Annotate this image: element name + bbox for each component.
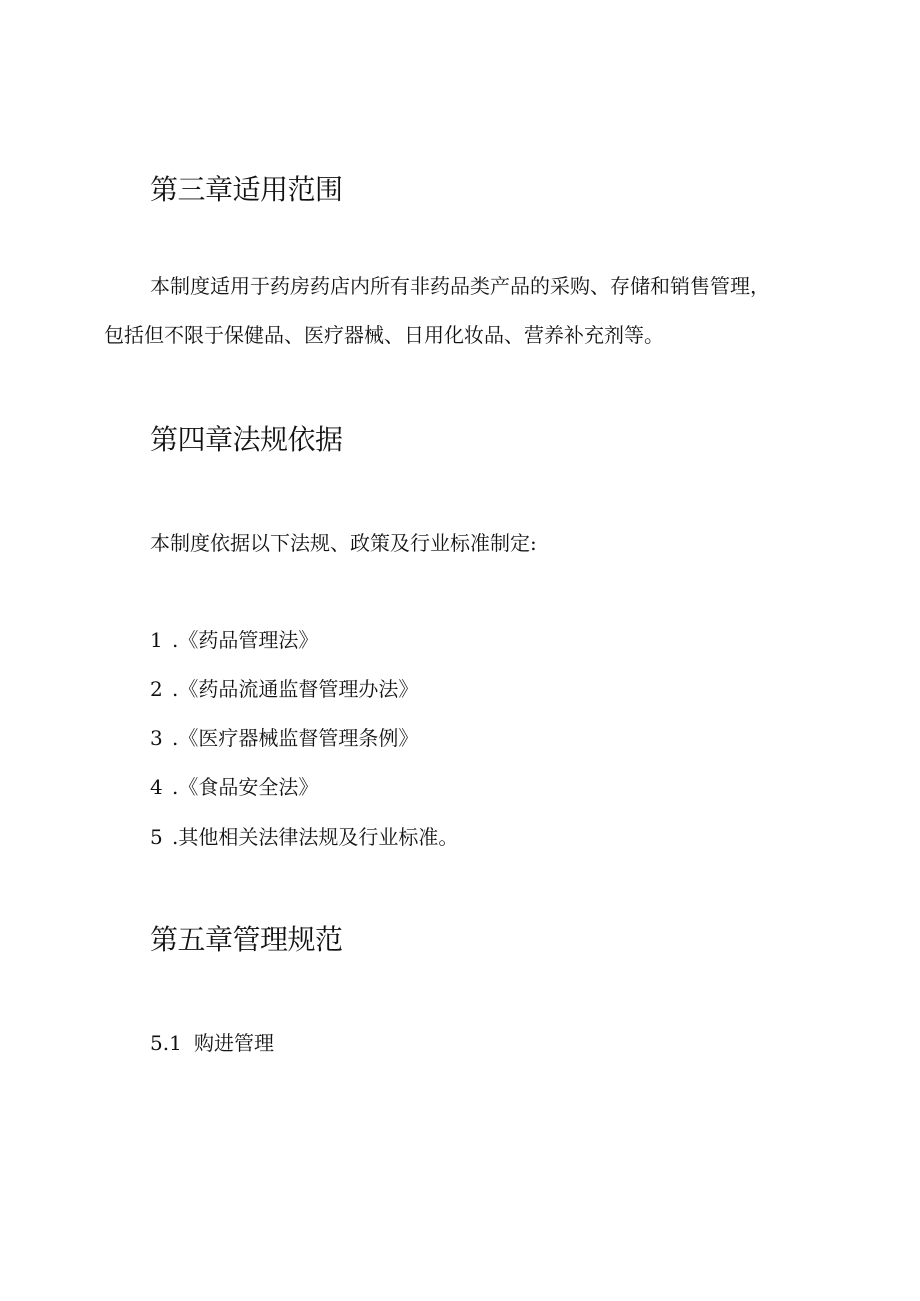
list-item xyxy=(150,771,318,800)
list-item xyxy=(150,624,318,653)
list-item xyxy=(150,821,458,850)
list-item-number: 4 xyxy=(150,775,163,799)
chapter-3-paragraph-line-1: 本制度适用于药房药店内所有非药品类产品的采购、存储和销售管理， xyxy=(150,274,770,298)
chapter-4-intro: 本制度依据以下法规、政策及行业标准制定: xyxy=(150,531,537,555)
list-item-text: .《医疗器械监督管理条例》 xyxy=(172,726,419,750)
list-item-text: .《食品安全法》 xyxy=(172,775,319,799)
section-number: 5.1 xyxy=(150,1031,182,1055)
list-item-text: .其他相关法律法规及行业标准。 xyxy=(172,825,459,849)
chapter-4-heading: 第四章法规依据 xyxy=(150,423,343,456)
section-heading xyxy=(150,1027,274,1056)
list-item xyxy=(150,722,418,751)
list-item-number: 5 xyxy=(150,825,163,849)
list-item-number: 2 xyxy=(150,677,163,701)
list-item xyxy=(150,673,418,702)
list-item-number: 3 xyxy=(150,726,163,750)
list-item-number: 1 xyxy=(150,628,163,652)
section-title: 购进管理 xyxy=(194,1031,274,1055)
chapter-3-heading: 第三章适用范围 xyxy=(150,173,343,206)
chapter-5-heading: 第五章管理规范 xyxy=(150,923,343,956)
chapter-3-paragraph-line-2: 包括但不限于保健品、医疗器械、日用化妆品、营养补充剂等。 xyxy=(104,323,664,347)
list-item-text: .《药品管理法》 xyxy=(172,628,319,652)
list-item-text: .《药品流通监督管理办法》 xyxy=(172,677,419,701)
